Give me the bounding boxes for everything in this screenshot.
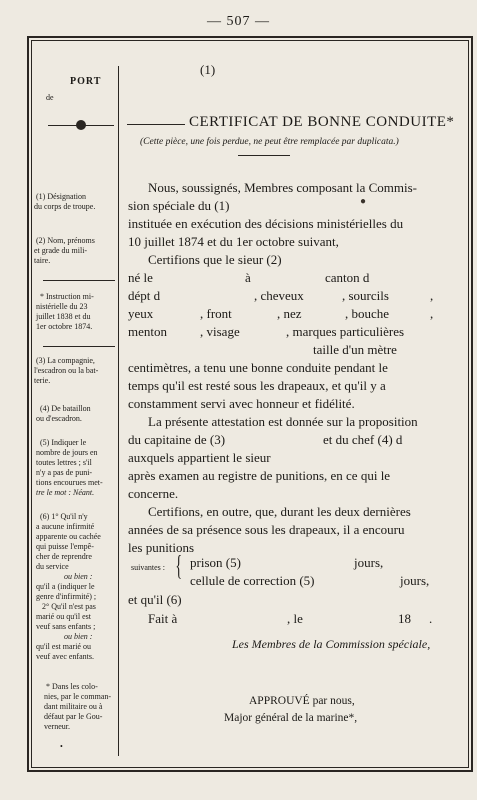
note-line: * Dans les colo- <box>46 682 98 691</box>
body-line: Certifions, en outre, que, durant les deux dernières <box>148 504 411 519</box>
margin-divider <box>118 66 119 756</box>
certificate-subtitle: (Cette pièce, une fois perdue, ne peut être remplacée par duplicata.) <box>140 137 399 147</box>
field-label: dépt d <box>128 288 161 303</box>
note-line: ou bien : <box>64 632 93 641</box>
field-label: , nez <box>277 306 302 321</box>
body-line: du capitaine de (3) <box>128 432 226 447</box>
de-label: de <box>46 93 54 102</box>
field-label: cellule de correction (5) <box>190 573 315 588</box>
note-line: qu'il a (indiquer le <box>36 582 95 591</box>
note-line: terie. <box>34 376 51 385</box>
note-line: nistérielle du 23 <box>36 302 88 311</box>
field-label: 18 <box>398 611 411 626</box>
margin-separator <box>43 280 115 281</box>
field-label: à <box>245 270 251 285</box>
body-line: temps qu'il est resté sous les drapeaux, et qu'il y a <box>128 378 386 393</box>
margin-note-instruction <box>36 292 94 332</box>
note-line: tions encourues met- <box>36 478 103 487</box>
note-line: ou bien : <box>64 572 93 581</box>
note-line: (1) Désignation <box>36 192 86 201</box>
note-line: qu'il est marié ou <box>36 642 91 651</box>
approval-line: APPROUVÉ par nous, <box>249 695 355 707</box>
body-line: 10 juillet 1874 et du 1er octobre suivant, <box>128 234 339 249</box>
field-label: jours, <box>400 573 430 588</box>
body-line: La présente attestation est donnée sur la proposition <box>148 414 418 429</box>
note-line: qui puisse l'empê- <box>36 542 94 551</box>
note-line: cher de reprendre <box>36 552 92 561</box>
commission-signature: Les Membres de la Commission spéciale, <box>232 637 431 651</box>
field-label: menton <box>128 324 167 339</box>
note-line: toutes lettres ; s'il <box>36 458 92 467</box>
body-line: sion spéciale du (1) <box>128 198 230 213</box>
margin-note-colonies <box>46 682 111 732</box>
note-line: n'y a pas de puni- <box>36 468 93 477</box>
note-line: marié ou qu'il est <box>36 612 91 621</box>
body-line: centimètres, a tenu une bonne conduite pendant le <box>128 360 388 375</box>
footer-mark: • <box>60 742 63 751</box>
field-label: , bouche <box>345 306 390 321</box>
field-label: , <box>430 306 434 321</box>
field-label: , le <box>287 611 303 626</box>
body-line: constamment servi avec honneur et fidélité. <box>128 396 355 411</box>
note-line: (6) 1° Qu'il n'y <box>40 512 88 521</box>
note-line: tre le mot : Néant. <box>36 488 95 497</box>
body-line: les punitions <box>128 540 195 555</box>
note-line: veuf sans enfants ; <box>36 622 96 631</box>
suivantes-label: suivantes : <box>131 563 165 572</box>
field-label: , front <box>200 306 232 321</box>
margin-note-3 <box>36 356 98 386</box>
note-line: veuf avec enfants. <box>36 652 94 661</box>
field-label: . <box>429 611 433 626</box>
note-line: du service <box>36 562 69 571</box>
note-line: a aucune infirmité <box>36 522 95 531</box>
field-label: , visage <box>200 324 240 339</box>
margin-note-5 <box>36 438 103 498</box>
note-line: * Instruction mi- <box>40 292 94 301</box>
note-line: (3) La compagnie, <box>36 356 95 365</box>
certificate-title: CERTIFICAT DE BONNE CONDUITE* <box>189 114 455 130</box>
note-line: l'escadron ou la bat- <box>34 366 99 375</box>
field-label: , <box>430 288 434 303</box>
body-line: auxquels appartient le sieur <box>128 450 271 465</box>
note-line: dant militaire ou à <box>44 702 103 711</box>
margin-separator <box>43 346 115 347</box>
note-line: 2° Qu'il n'est pas <box>42 602 96 611</box>
note-line: (5) Indiquer le <box>40 438 87 447</box>
field-label: prison (5) <box>190 555 241 570</box>
margin-note-4 <box>36 404 91 424</box>
field-label: né le <box>128 270 153 285</box>
ink-mark: ● <box>360 196 367 207</box>
margin-note-6 <box>36 512 101 662</box>
note-line: juillet 1838 et du <box>36 312 91 321</box>
note-line: apparente ou cachée <box>36 532 101 541</box>
margin-note-1 <box>36 192 95 212</box>
field-label: canton d <box>325 270 370 285</box>
body-line: instituée en exécution des décisions ministérielles du <box>128 216 404 231</box>
note-line: (2) Nom, prénoms <box>36 236 95 245</box>
field-label: , cheveux <box>254 288 304 303</box>
field-label: , marques particulières <box>286 324 405 339</box>
field-label: jours, <box>354 555 384 570</box>
margin-note-2 <box>36 236 95 266</box>
body-line: et qu'il (6) <box>128 592 182 607</box>
port-fill-dot <box>76 120 86 130</box>
title-rule <box>238 155 290 156</box>
title-lead-line <box>127 124 185 125</box>
punitions-brace: { <box>175 551 183 582</box>
note-line: nombre de jours en <box>36 448 98 457</box>
field-label: yeux <box>128 306 154 321</box>
note-line: (4) De bataillon <box>40 404 91 413</box>
page-number: — 507 — <box>207 14 270 29</box>
body-line: après examen au registre de punitions, en ce qui le <box>128 468 391 483</box>
body-line: Certifions que le sieur (2) <box>148 252 282 267</box>
note-line: du corps de troupe. <box>34 202 96 211</box>
note-line: taire. <box>34 256 51 265</box>
field-label: , sourcils <box>342 288 389 303</box>
form-number: (1) <box>200 62 216 77</box>
body-line: et du chef (4) d <box>323 432 403 447</box>
body-line: concerne. <box>128 486 179 501</box>
body-line: années de sa présence sous les drapeaux, il a encouru <box>128 522 405 537</box>
note-line: défaut par le Gou- <box>44 712 103 721</box>
note-line: ou d'escadron. <box>36 414 82 423</box>
port-label: PORT <box>70 76 102 87</box>
body-line: Nous, soussignés, Membres composant la Commis- <box>148 180 418 195</box>
note-line: et grade du mili- <box>34 246 88 255</box>
field-label: taille d'un mètre <box>313 342 397 357</box>
note-line: 1er octobre 1874. <box>36 322 93 331</box>
approval-title: Major général de la marine*, <box>224 712 358 724</box>
field-label: Fait à <box>148 611 178 626</box>
note-line: nies, par le comman- <box>44 692 112 701</box>
note-line: verneur. <box>44 722 70 731</box>
note-line: genre d'infirmité) ; <box>36 592 97 601</box>
